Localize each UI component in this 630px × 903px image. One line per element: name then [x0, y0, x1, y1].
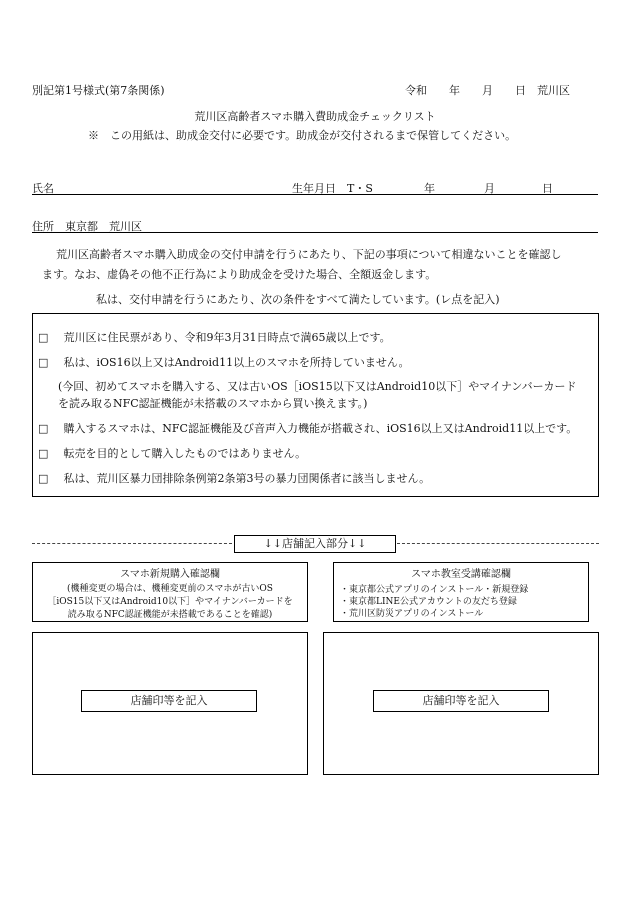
new-purchase-note-line-1: (機種変更の場合は、機種変更前のスマホが古いOS [67, 584, 273, 594]
checkbox-icon[interactable]: □ [38, 472, 49, 485]
new-purchase-note-line-3: 読み取るNFC認証機能が未搭載であることを確認) [67, 610, 273, 620]
store-divider-left [32, 543, 232, 544]
class-attendance-title: スマホ教室受講確認欄 [411, 569, 511, 580]
right-stamp-area[interactable] [323, 632, 599, 775]
right-stamp-label: 店舗印等を記入 [373, 690, 549, 712]
document-title: 荒川区高齢者スマホ購入費助成金チェックリスト [194, 110, 436, 123]
checkbox-icon[interactable]: □ [38, 356, 49, 369]
conditions-intro: 私は、交付申請を行うにあたり、次の条件をすべて満たしています。(レ点を記入) [96, 293, 500, 306]
form-number: 別記第1号様式(第7条関係) [32, 84, 165, 97]
birth-month-label: 月 [484, 182, 495, 195]
new-purchase-title: スマホ新規購入確認欄 [120, 569, 220, 580]
birth-year-label: 年 [424, 182, 435, 195]
checklist-item-label: 荒川区に住民票があり、令和9年3月31日時点で満65歳以上です。 [63, 331, 391, 344]
checklist-item-no-resale[interactable] [38, 445, 306, 461]
declaration-line-2: ます。なお、虚偽その他不正行為により助成金を受けた場合、全額返金します。 [42, 268, 437, 281]
birth-day-label: 日 [542, 182, 553, 195]
new-purchase-panel [32, 562, 308, 622]
left-stamp-label: 店舗印等を記入 [81, 690, 257, 712]
checklist-note-line-2: を読み取るNFC認証機能が未搭載のスマホから買い換えます。) [58, 397, 368, 410]
class-attendance-bullet: ・荒川区防災アプリのインストール [340, 609, 484, 619]
checkbox-icon[interactable]: □ [38, 447, 49, 460]
checklist-note-line-1: (今回、初めてスマホを購入する、又は古いOS［iOS15以下又はAndroid10以下］やマイナンバーカード [58, 380, 577, 393]
new-purchase-note-line-2: ［iOS15以下又はAndroid10以下］やマイナンバーカードを [47, 597, 293, 607]
class-attendance-bullet: ・東京都公式アプリのインストール・新規登録 [340, 585, 529, 595]
checklist-item-label: 転売を目的として購入したものではありません。 [63, 447, 307, 460]
date-line: 令和 年 月 日 荒川区 [405, 84, 570, 97]
address-underline [32, 232, 598, 233]
checklist-item-nfc-voice[interactable] [38, 420, 577, 436]
store-section-label: ↓↓店舗記入部分↓↓ [234, 535, 396, 553]
checklist-item-no-gang[interactable] [38, 470, 430, 486]
class-attendance-bullet: ・東京都LINE公式アカウントの友だち登録 [340, 597, 517, 607]
store-divider-right [397, 543, 599, 544]
checkbox-icon[interactable]: □ [38, 422, 49, 435]
declaration-line-1: 荒川区高齢者スマホ購入助成金の交付申請を行うにあたり、下記の事項について相違ないことを確認し [56, 248, 562, 261]
class-attendance-panel [333, 562, 589, 622]
checklist-item-residency[interactable] [38, 329, 391, 345]
birthdate-label: 生年月日 T・S [292, 182, 373, 195]
address-label: 住所 東京都 荒川区 [32, 220, 142, 233]
checklist-item-label: 私は、iOS16以上又はAndroid11以上のスマホを所持していません。 [63, 356, 410, 369]
name-label: 氏名 [32, 182, 54, 195]
checklist-item-label: 購入するスマホは、NFC認証機能及び音声入力機能が搭載され、iOS16以上又はAndroid11以上です。 [63, 422, 578, 435]
notice: ※ この用紙は、助成金交付に必要です。助成金が交付されるまで保管してください。 [88, 129, 517, 142]
checklist-item-label: 私は、荒川区暴力団排除条例第2条第3号の暴力団関係者に該当しません。 [63, 472, 431, 485]
checkbox-icon[interactable]: □ [38, 331, 49, 344]
name-underline [32, 194, 598, 195]
left-stamp-area[interactable] [32, 632, 308, 775]
checklist-item-no-smartphone[interactable] [38, 354, 410, 370]
